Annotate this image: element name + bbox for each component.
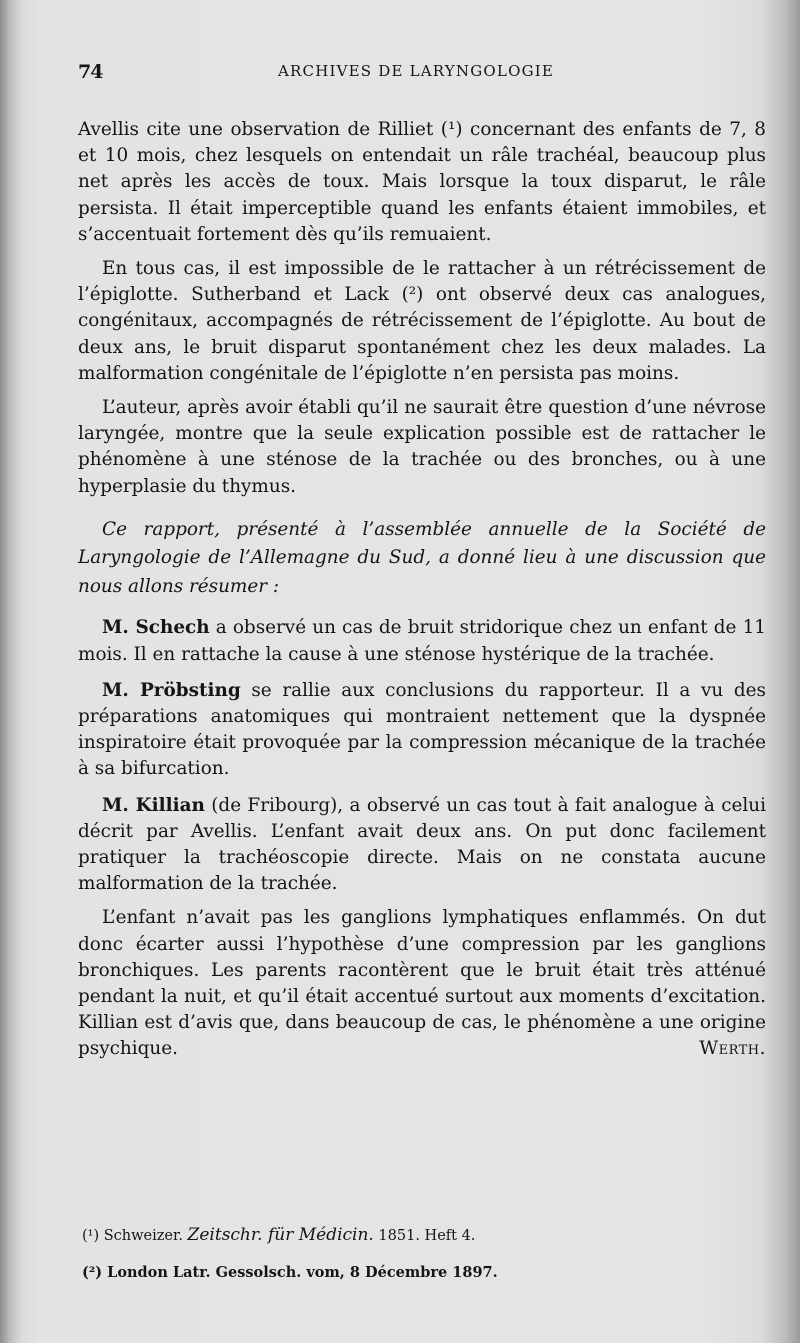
paragraph-epiglottis: En tous cas, il est impossible de le rattacher à un rétrécissement de l’épiglotte. Sutherband et Lack (²) ont observé deux cas analogues, congénitaux, accompagnés de rétrécissement de l’épiglotte. Au bout de deux ans, le bruit disparut spontanément chez les deux malades. La malformation congénitale de l’épiglotte n’en persista pas moins. (78, 258, 766, 384)
body-text (78, 117, 766, 1071)
running-head (78, 61, 768, 91)
signature-werth: Werth. (699, 1038, 766, 1060)
paragraph-schech (78, 615, 766, 667)
paragraph-killian-continued (78, 905, 766, 1062)
killian-continued-text: L’enfant n’avait pas les ganglions lymphatiques enflammés. On dut donc écarter aussi l’hypothèse d’une compression par les ganglions bronchiques. Les parents racontèrent que le bruit était très atténué pendant la nuit, et qu’il était accentué surtout aux moments d’excitation. Killian est d’avis que, dans beaucoup de cas, le phénomène a une origine psychique. (78, 907, 766, 1060)
footnote-2: (²) London Latr. Gessolsch. vom, 8 Décembre 1897. (82, 1264, 498, 1281)
paragraph-author-conclusion: L’auteur, après avoir établi qu’il ne saurait être question d’une névrose laryngée, montre que la seule explication possible est de rattacher le phénomène à une sténose de la trachée ou des bronches, ou à une hyperplasie du thymus. (78, 397, 766, 497)
footnote-1 (82, 1223, 722, 1248)
speaker-probsting: M. Pröbsting (102, 679, 241, 701)
killian-text: (de Fribourg), a observé un cas tout à fait analogue à celui décrit par Avellis. L’enfant avait deux ans. On put donc facilement pratiquer la trachéoscopie directe. Mais on ne constata aucune malformation de la trachée. (78, 794, 766, 895)
footnote-1-suffix: 1851. Heft 4. (373, 1228, 476, 1244)
footnote-1-journal: Zeitschr. für Médi (187, 1225, 343, 1245)
paragraph-report-intro: Ce rapport, présenté à l’assemblée annuelle de la Société de Laryngologie de l’Allemagne du Sud, a donné lieu à une discussion que nous allons résumer : (78, 518, 766, 597)
footnote-1-journal-tail: cin. (342, 1225, 374, 1245)
schech-text: a observé un cas de bruit stridorique chez un enfant de 11 mois. Il en rattache la cause à une sténose hystérique de la trachée. (78, 617, 766, 665)
speaker-schech: M. Schech (102, 617, 210, 639)
paragraph-avellis-observation: Avellis cite une observation de Rilliet (¹) concernant des enfants de 7, 8 et 10 mois, chez lesquels on entendait un râle trachéal, beaucoup plus net après les accès de toux. Mais lorsque la toux disparut, le râle persista. Il était imperceptible quand les enfants étaient immobiles, et s’accentuait fortement dès qu’ils remuaient. (78, 119, 766, 245)
paragraph-killian (78, 793, 766, 898)
footnote-1-prefix: (¹) Schweizer. (82, 1228, 188, 1244)
paragraph-probsting (78, 678, 766, 783)
speaker-killian: M. Killian (102, 794, 205, 816)
probsting-text: se rallie aux conclusions du rapporteur. Il a vu des préparations anatomiques qui montraient nettement que la dyspnée inspiratoire était provoquée par la compression mécanique de la trachée à sa bifurcation. (78, 679, 766, 780)
footnotes (82, 1223, 722, 1298)
page-number: 74 (78, 61, 103, 83)
journal-title: ARCHIVES DE LARYNGOLOGIE (278, 62, 555, 80)
